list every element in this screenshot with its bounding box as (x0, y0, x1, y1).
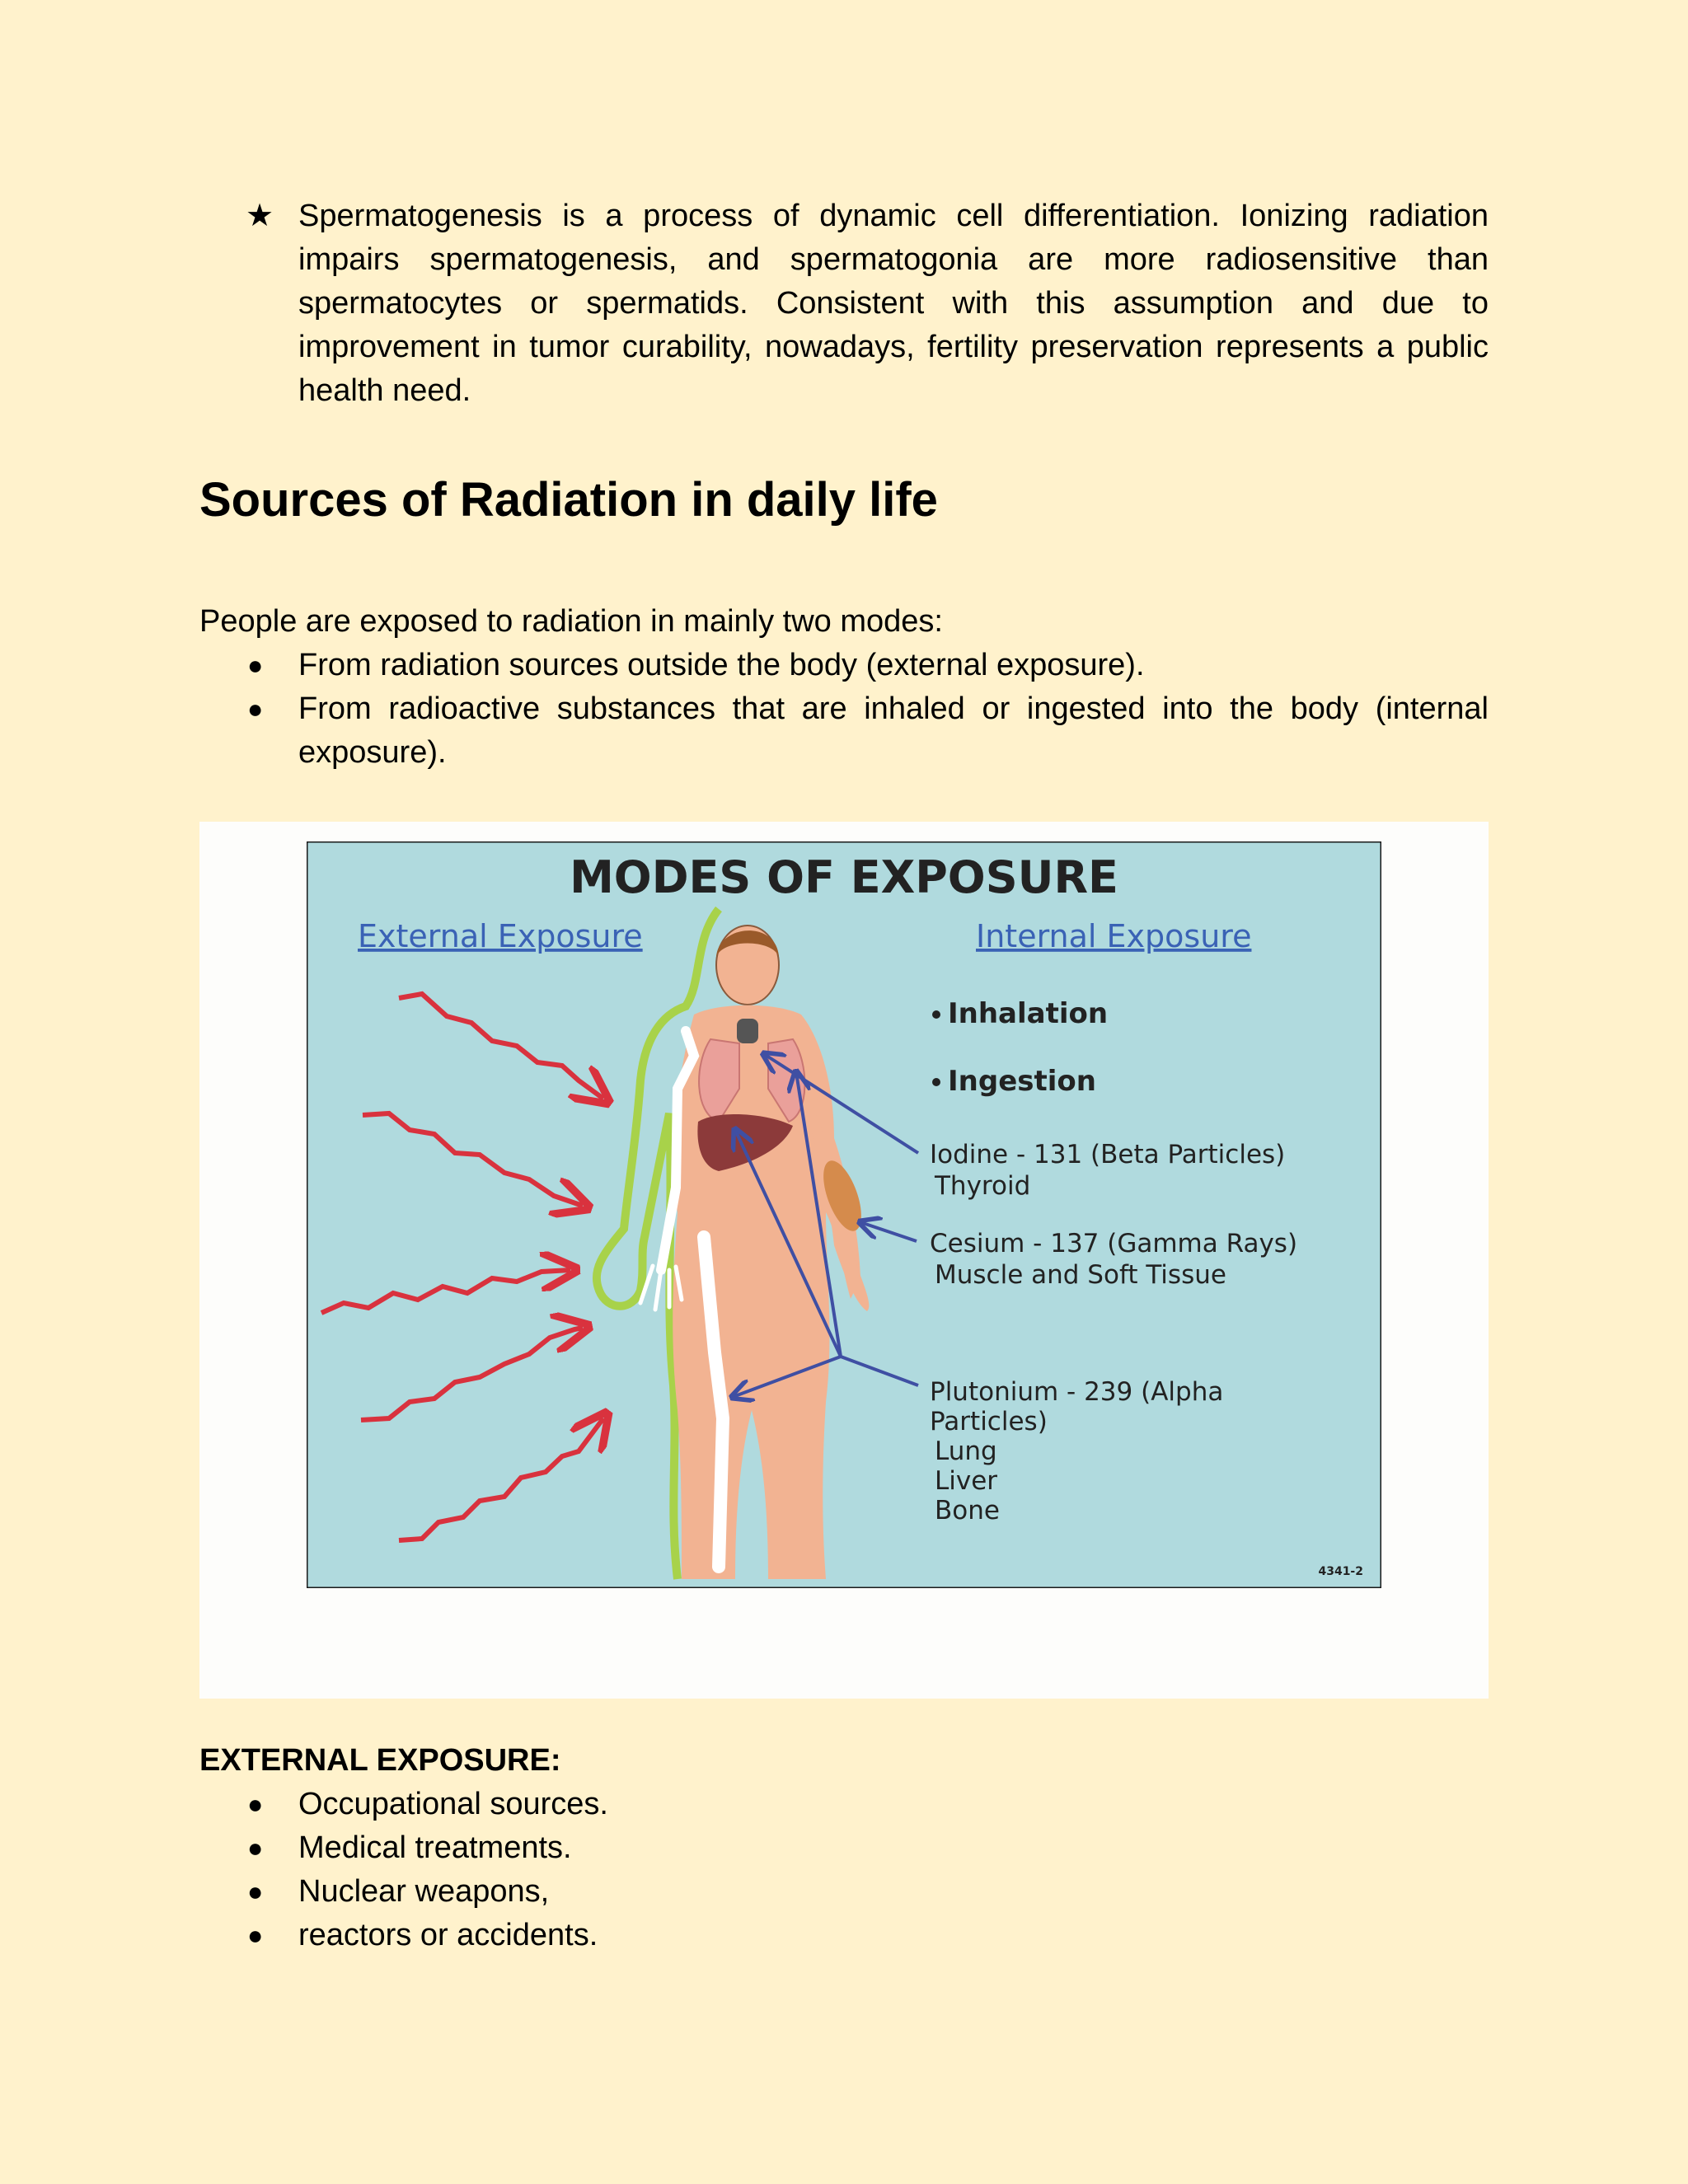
plutonium-organ: Bone (935, 1496, 1000, 1526)
cesium-label: Cesium - 137 (Gamma Rays) (930, 1229, 1298, 1258)
modes-list (199, 644, 1489, 775)
external-exposure-heading: EXTERNAL EXPOSURE: (199, 1743, 561, 1778)
plutonium-label: Plutonium - 239 (Alpha (930, 1377, 1224, 1407)
bullet-icon: ● (247, 694, 264, 724)
bullet-icon: ● (247, 650, 264, 680)
modes-intro: People are exposed to radiation in mainly two modes: (199, 604, 943, 639)
route-inhalation: Inhalation (948, 997, 1109, 1030)
iodine-organ: Thyroid (935, 1171, 1031, 1201)
figure-frame (199, 822, 1489, 1699)
section-title: Sources of Radiation in daily life (199, 473, 938, 527)
list-item: ● Medical treatments. (199, 1826, 1489, 1870)
bullet-icon: ● (247, 1877, 264, 1906)
list-item: ● From radioactive substances that are inhaled or ingested into the body (internal exposure). (199, 687, 1489, 775)
thyroid (737, 1019, 758, 1043)
route-bullet (932, 1010, 940, 1019)
intro-bullet-text: Spermatogenesis is a process of dynamic cell differentiation. Ionizing radiation impairs spermatogenesis, and spermatogonia are more radiosensitive than spermatocytes or spermatids. Consistent with this assumption and due to improvement in tumor curability, nowadays, fertility preservation represents a public health need. (298, 199, 1489, 408)
list-item: ● Occupational sources. (199, 1783, 1489, 1826)
modes-of-exposure-figure (307, 841, 1381, 1588)
list-item: ● reactors or accidents. (199, 1914, 1489, 1957)
plutonium-organ: Lung (935, 1436, 997, 1466)
external-exposure-label: External Exposure (358, 918, 643, 954)
plutonium-organ: Liver (935, 1466, 998, 1496)
star-icon: ★ (246, 199, 274, 233)
external-exposure-list (199, 1783, 1489, 1957)
intro-bullet (247, 194, 1489, 413)
route-bullet (932, 1078, 940, 1086)
bullet-icon: ● (247, 1789, 264, 1819)
bullet-icon: ● (247, 1833, 264, 1863)
route-ingestion: Ingestion (948, 1065, 1096, 1098)
iodine-label: Iodine - 131 (Beta Particles) (930, 1140, 1286, 1169)
list-item: ● From radiation sources outside the body (external exposure). (199, 644, 1489, 687)
cesium-organ: Muscle and Soft Tissue (935, 1260, 1226, 1290)
internal-exposure-label: Internal Exposure (976, 918, 1252, 954)
bullet-icon: ● (247, 1920, 264, 1950)
figure-title: MODES OF EXPOSURE (570, 851, 1118, 903)
figure-code: 4341-2 (1318, 1565, 1363, 1578)
list-item: ● Nuclear weapons, (199, 1870, 1489, 1914)
plutonium-label-cont: Particles) (930, 1407, 1048, 1436)
